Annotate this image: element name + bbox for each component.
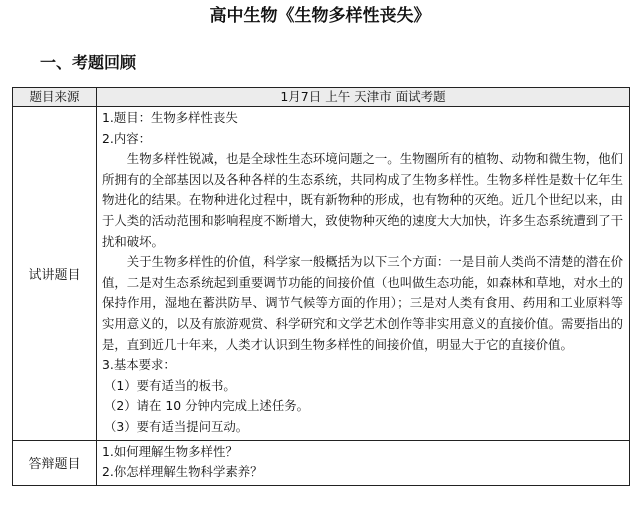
source-label: 题目来源: [13, 88, 97, 107]
lecture-content: [97, 107, 630, 441]
document-title: 高中生物《生物多样性丧失》: [209, 6, 431, 26]
defense-question: 1.如何理解生物多样性？: [102, 443, 238, 459]
content-paragraph-1: 生物多样性锐减，也是全球性生态环境问题之一。生物圈所有的植物、动物和微生物，他们所拥有的全部基因以及各种各样的生态系统，共同构成了生物多样性。生物多样性是数十亿年生物进化的结果。在物种进化过程中，既有新物种的形成，也有物种的灭绝。近几个世纪以来，由于人类的活动范围和影响程度不断增大，致使物种灭绝的速度大大加快，许多生态系统遭到了干扰和破坏。: [102, 151, 623, 249]
exam-table: [12, 87, 630, 486]
defense-row: [13, 440, 630, 485]
requirement-item: （2）请在 10 分钟内完成上述任务。: [104, 398, 309, 414]
source-row: [13, 88, 630, 107]
topic-line: 1.题目：生物多样性丧失: [102, 110, 238, 125]
requirement-item: （1）要有适当的板书。: [104, 377, 236, 393]
content-paragraph-2: 关于生物多样性的价值，科学家一般概括为以下三个方面：一是目前人类尚不清楚的潜在价值，二是对生态系统起到重要调节功能的间接价值（也叫做生态功能，如森林和草地，对水土的保持作用，湿地在蓄洪防旱、调节气候等方面的作用）；三是对人类有食用、药用和工业原料等实用意义的，以及有旅游观赏、科学研究和文学艺术创作等非实用意义的直接价值。需要指出的是，直到近几十年来，人类才认识到生物多样性的间接价值，明显大于它的直接价值。: [102, 254, 623, 352]
section-heading: 一、考题回顾: [40, 53, 137, 72]
source-value: 1月7日 上午 天津市 面试考题: [97, 88, 630, 107]
lecture-label: 试讲题目: [13, 107, 97, 441]
content-label: 2.内容：: [102, 130, 151, 146]
defense-question: 2.你怎样理解生物科学素养？: [102, 464, 263, 480]
requirement-item: （3）要有适当提问互动。: [104, 418, 249, 434]
lecture-row: [13, 107, 630, 441]
defense-content: [97, 440, 630, 485]
defense-label: 答辩题目: [13, 440, 97, 485]
requirements-label: 3.基本要求：: [102, 357, 176, 373]
